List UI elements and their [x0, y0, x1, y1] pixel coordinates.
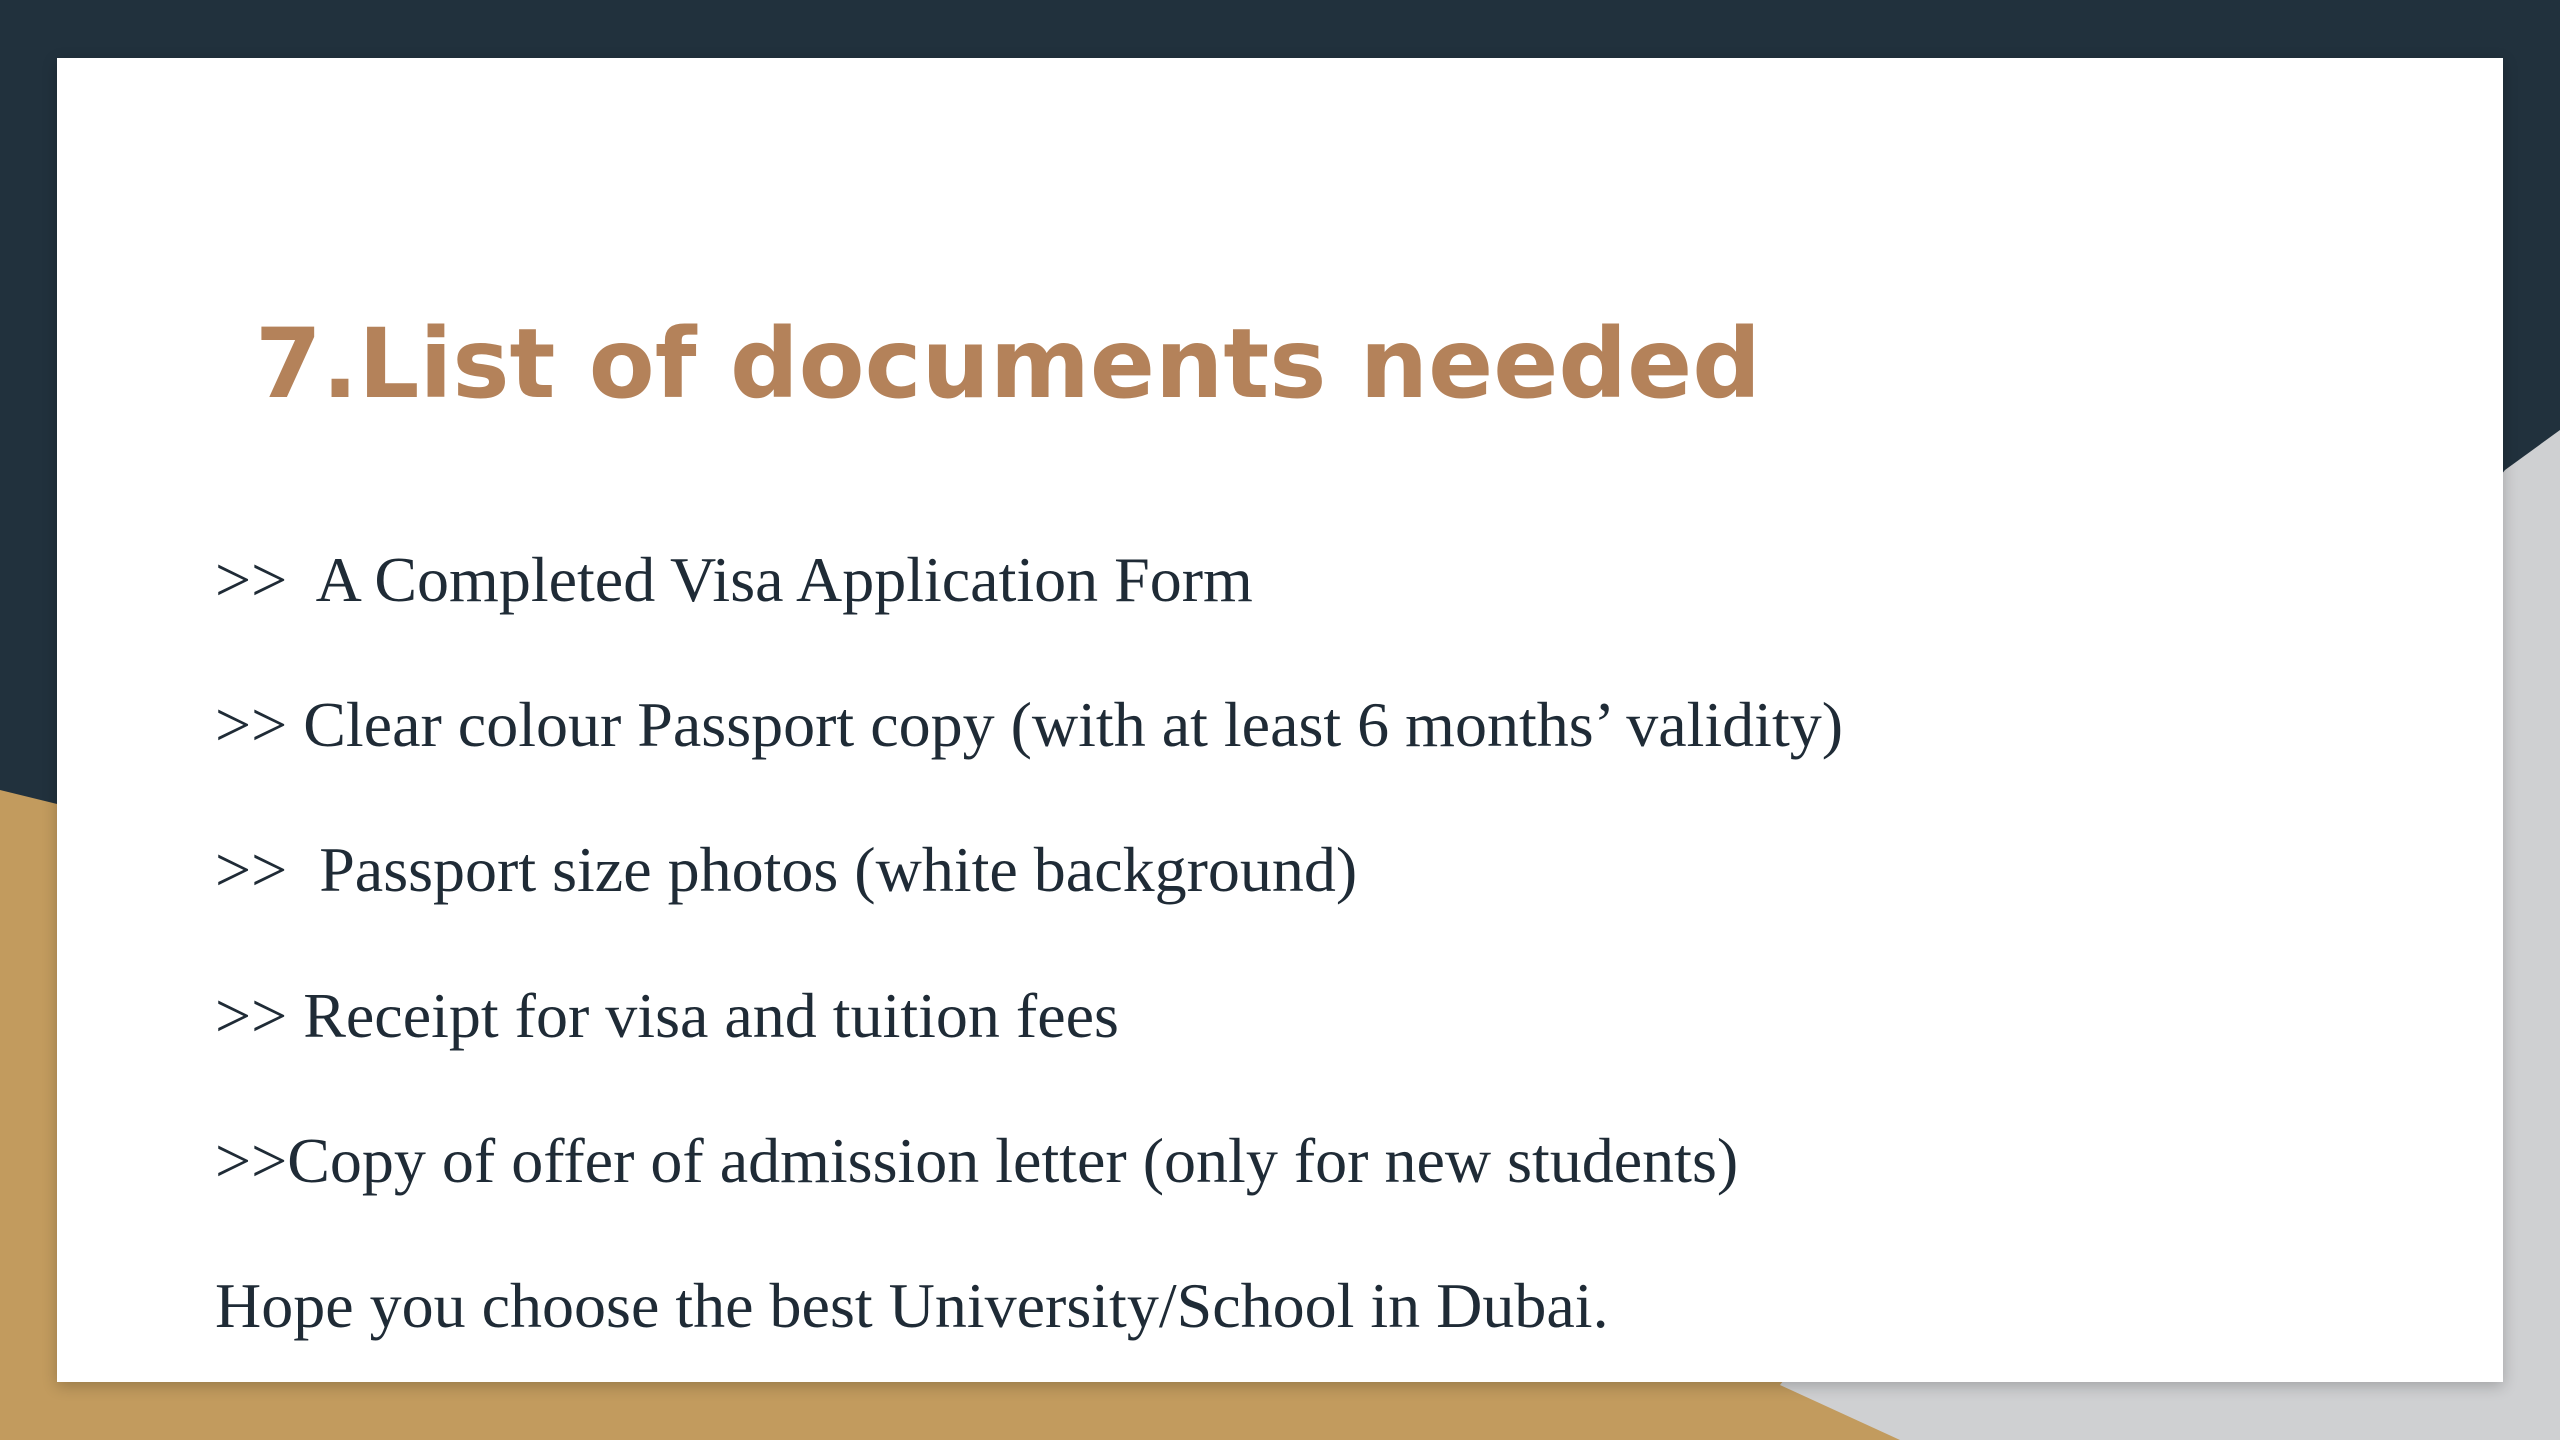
slide-card [57, 58, 2503, 1382]
document-item-photos: >> Passport size photos (white background) [215, 834, 1358, 905]
closing-text: Hope you choose the best University/School in Dubai. [215, 1270, 1609, 1341]
document-item-passport-copy: >> Clear colour Passport copy (with at least 6 months’ validity) [215, 689, 1844, 760]
document-item-visa-form: >> A Completed Visa Application Form [215, 544, 1253, 615]
document-item-receipt: >> Receipt for visa and tuition fees [215, 980, 1119, 1051]
slide-title: 7.List of documents needed [255, 308, 1761, 420]
document-item-admission-letter: >>Copy of offer of admission letter (only for new students) [215, 1125, 1739, 1196]
